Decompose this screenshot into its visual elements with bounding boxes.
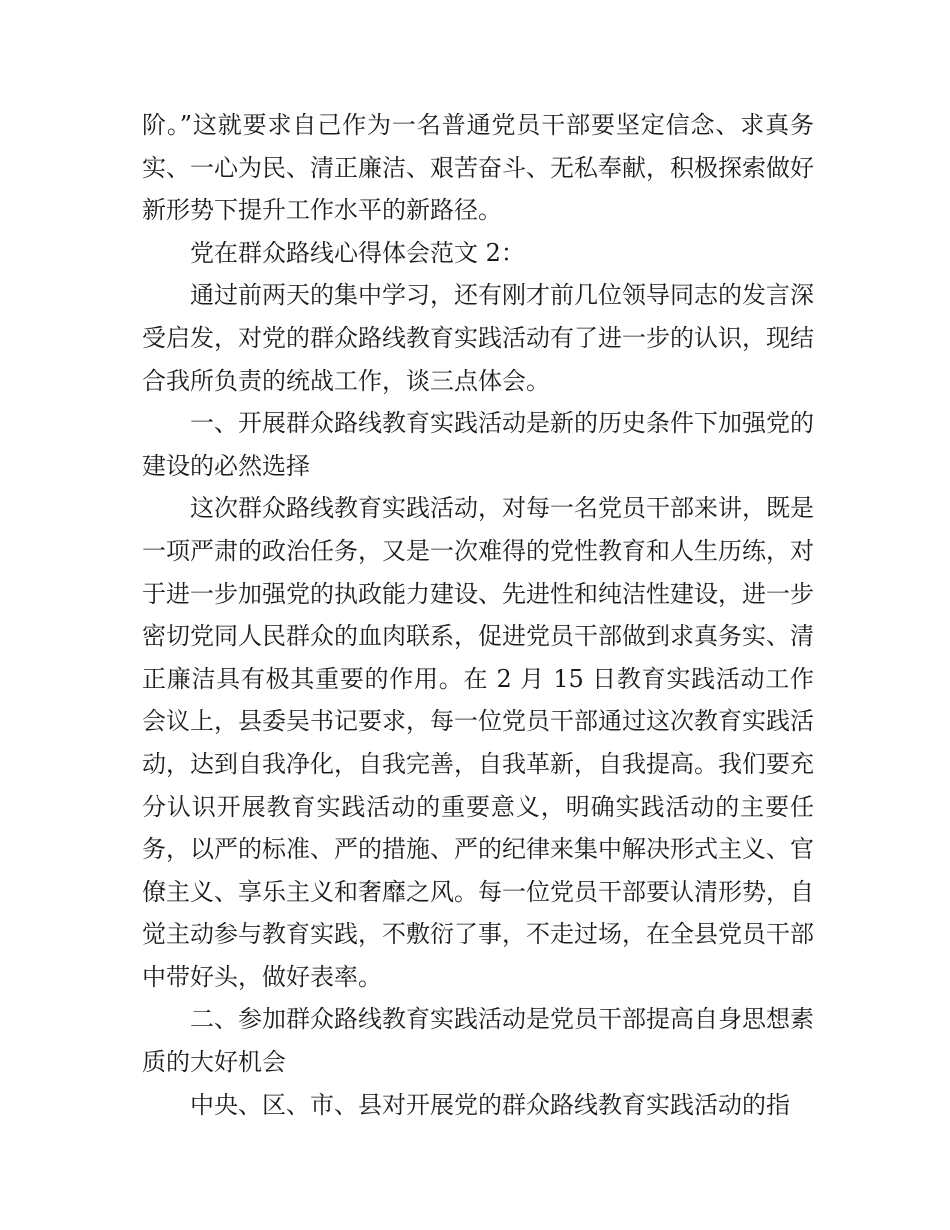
paragraph-point-two-body: 中央、区、市、县对开展党的群众路线教育实践活动的指 (190, 1090, 790, 1119)
paragraph-section-title: 党在群众路线心得体会范文 2： (190, 238, 525, 267)
heading-point-two: 二、参加群众路线教育实践活动是党员干部提高自身思想素质的大好机会 (142, 1005, 814, 1077)
paragraph-intro: 通过前两天的集中学习，还有刚才前几位领导同志的发言深受启发，对党的群众路线教育实践活动有了进一步的认识，现结合我所负责的统战工作，谈三点体会。 (142, 281, 814, 395)
heading-point-one: 一、开展群众路线教育实践活动是新的历史条件下加强党的建设的必然选择 (142, 409, 814, 480)
paragraph-point-one-body: 这次群众路线教育实践活动，对每一名党员干部来讲，既是一项严肃的政治任务，又是一次难得的党性教育和人生历练，对于进一步加强党的执政能力建设、先进性和纯洁性建设，进一步密切党同人民群众的血肉联系，促进党员干部做到求真务实、清正廉洁具有极其重要的作用。在 2 月 15 日教育实践活动工作会议上，县委吴书记要求，每一位党员干部通过这次教育实践活动，达到自我净化，自我完善，自我革新，自我提高。我们要充分认识开展教育实践活动的重要意义，明确实践活动的主要任务，以严的标准、严的措施、严的纪律来集中解决形式主义、官僚主义、享乐主义和奢靡之风。每一位党员干部要认清形势，自觉主动参与教育实践，不敷衍了事，不走过场，在全县党员干部中带好头，做好表率。 (142, 494, 814, 991)
paragraph-continuation: 阶。”这就要求自己作为一名普通党员干部要坚定信念、求真务实、一心为民、清正廉洁、艰苦奋斗、无私奉献，积极探索做好新形势下提升工作水平的新路径。 (142, 111, 814, 225)
document-body (142, 104, 814, 1126)
